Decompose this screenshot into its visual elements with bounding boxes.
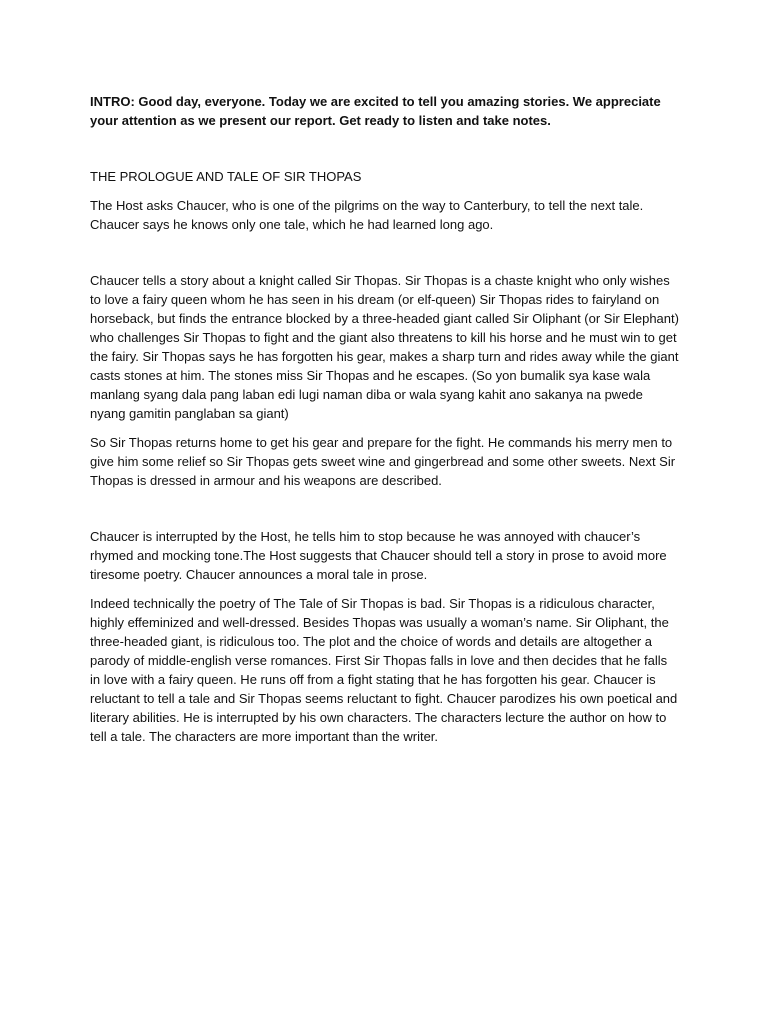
paragraph-host-asks: The Host asks Chaucer, who is one of the pilgrims on the way to Canterbury, to tell the next tale. Chaucer says he knows only one tale, which he had learned long ago. [90,198,644,232]
paragraph-host-interrupts: Chaucer is interrupted by the Host, he tells him to stop because he was annoyed with chaucer’s rhymed and mocking tone.The Host suggests that Chaucer should tell a story in prose to avoid more tiresome poetry. Chaucer announces a moral tale in prose. [90,529,667,582]
paragraph-returns-home: So Sir Thopas returns home to get his gear and prepare for the fight. He commands his merry men to give him some relief so Sir Thopas gets sweet wine and gingerbread and some other sweets. Next Sir Thopas is dressed in armour and his weapons are described. [90,435,676,488]
document-body [90,92,680,746]
paragraph-knight-story: Chaucer tells a story about a knight called Sir Thopas. Sir Thopas is a chaste knight who only wishes to love a fairy queen whom he has seen in his dream (or elf-queen) Sir Thopas rides to fairyland on horseback, but finds the entrance blocked by a three-headed giant called Sir Oliphant (or Sir Elephant) who challenges Sir Thopas to fight and the giant also threatens to kill his horse and he must win to get the fairy. Sir Thopas says he has forgotten his gear, makes a sharp turn and rides away while the giant casts stones at him. The stones miss Sir Thopas and he escapes. (So yon bumalik sya kase wala manlang syang dala pang laban edi lugi naman diba or wala syang kahit ano sakanya na pwede nyang gamitin panglaban sa giant) [90,273,679,421]
intro-paragraph: INTRO: Good day, everyone. Today we are excited to tell you amazing stories. We appreciate your attention as we present our report. Get ready to listen and take notes. [90,94,661,128]
paragraph-analysis: Indeed technically the poetry of The Tale of Sir Thopas is bad. Sir Thopas is a ridiculous character, highly effeminized and well-dressed. Besides Thopas was usually a woman’s name. Sir Oliphant, the three-headed giant, is ridiculous too. The plot and the choice of words and details are altogether a parody of middle-english verse romances. First Sir Thopas falls in love and then decides that he falls in love with a fairy queen. He runs off from a fight stating that he has forgotten his gear. Chaucer is reluctant to tell a tale and Sir Thopas seems reluctant to fight. Chaucer parodizes his own poetical and literary abilities. He is interrupted by his own characters. The characters lecture the author on how to tell a tale. The characters are more important than the writer. [90,596,678,744]
section-heading: THE PROLOGUE AND TALE OF SIR THOPAS [90,169,362,184]
